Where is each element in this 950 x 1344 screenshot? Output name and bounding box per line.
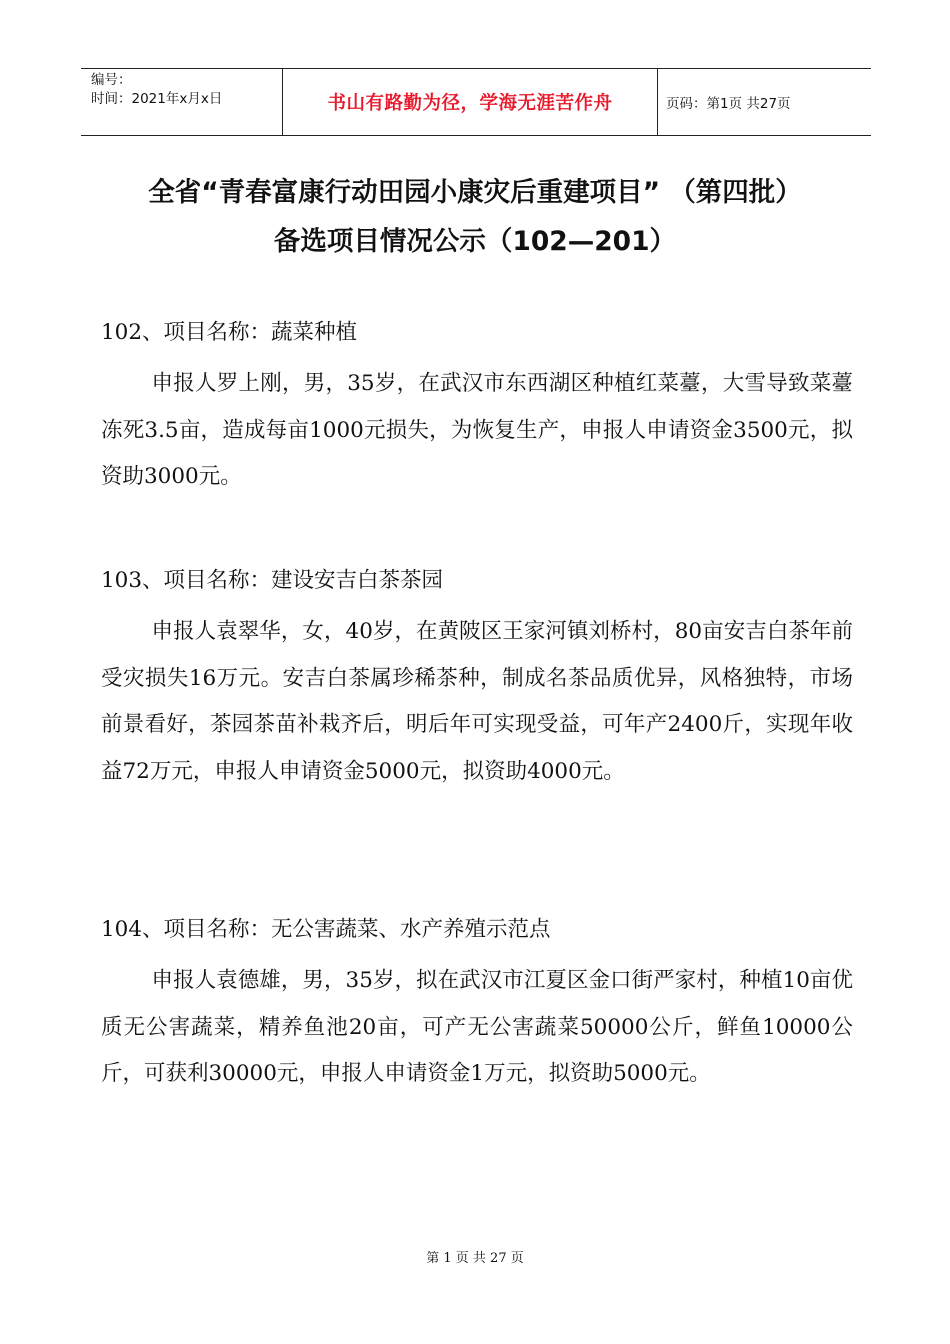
item-body-102: 申报人罗上刚，男，35岁，在武汉市东西湖区种植红菜薹，大雪导致菜薹冻死3.5亩，造成每亩1000元损失，为恢复生产，申报人申请资金3500元，拟资助3000元。 [101, 371, 853, 489]
page-header [81, 68, 871, 136]
item-body-103: 申报人袁翠华，女，40岁，在黄陂区王家河镇刘桥村，80亩安吉白茶年前受灾损失16万元。安吉白茶属珍稀茶种，制成名茶品质优异，风格独特，市场前景看好，茶园茶苗补栽齐后，明后年可实现受益，可年产2400斤，实现年收益72万元，申报人申请资金5000元，拟资助4000元。 [101, 619, 853, 784]
item-heading-103: 103、项目名称：建设安吉白茶茶园 [101, 568, 444, 593]
item-body-104: 申报人袁德雄，男，35岁，拟在武汉市江夏区金口街严家村，种植10亩优质无公害蔬菜，精养鱼池20亩，可产无公害蔬菜50000公斤，鲜鱼10000公斤，可获利30000元，申报人申请资金1万元，拟资助5000元。 [101, 968, 853, 1086]
page-footer: 第 1 页 共 27 页 [426, 1251, 524, 1266]
header-meta [81, 69, 282, 135]
document-title-line1: 全省“青春富康行动田园小康灾后重建项目” （第四批） [148, 177, 802, 208]
item-heading-102: 102、项目名称：蔬菜种植 [101, 320, 358, 345]
document-title-line2: 备选项目情况公示（102—201） [273, 226, 677, 257]
item-heading-104: 104、项目名称：无公害蔬菜、水产养殖示范点 [101, 917, 551, 942]
number-label: 编号： [91, 72, 132, 88]
header-page-info: 页码：第1页 共27页 [666, 96, 791, 112]
header-motto: 书山有路勤为径，学海无涯苦作舟 [282, 69, 658, 135]
time-label: 时间：2021年x月x日 [91, 91, 223, 107]
